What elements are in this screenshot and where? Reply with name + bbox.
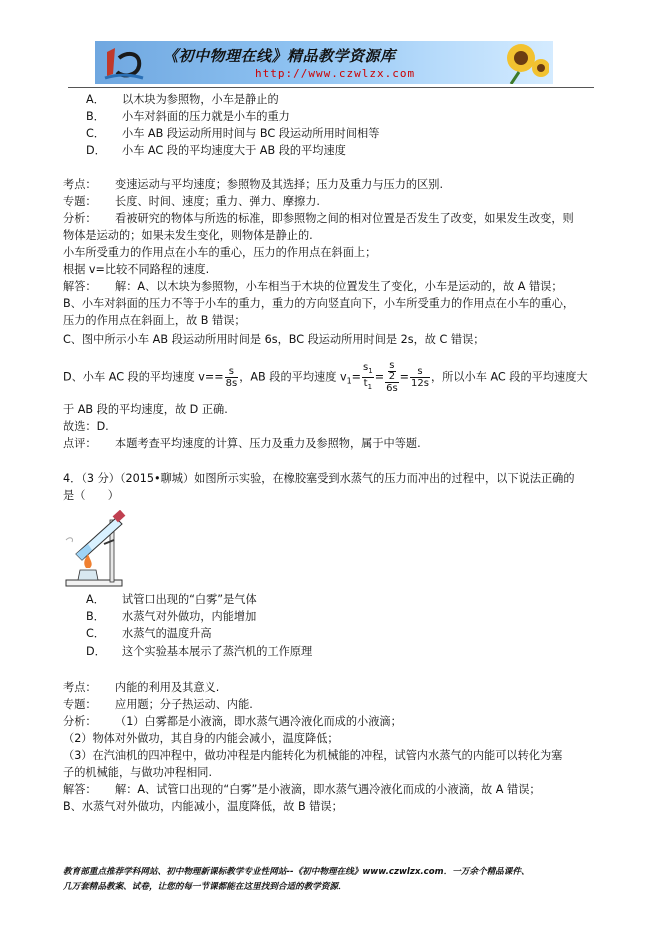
q4-option-c: C． 水蒸气的温度升高 <box>86 627 212 640</box>
q4-jieda-b: B、水蒸气对外做功，内能减小，温度降低，故 B 错误； <box>63 800 343 813</box>
sunflower-icon <box>501 42 549 84</box>
q4-option-d: D． 这个实验基本展示了蒸汽机的工作原理 <box>86 645 313 658</box>
q3-zhuanti: 专题： 长度、时间、速度；重力、弹力、摩擦力. <box>63 195 320 208</box>
q3-fenxi-2: 物体是运动的；如果未发生变化，则物体是静止的. <box>63 229 313 242</box>
q4-fenxi: 分析： （1）白雾都是小液滴，即水蒸气遇冷液化而成的小液滴； <box>63 715 402 728</box>
banner-title: 《初中物理在线》精品教学资源库 <box>163 47 396 65</box>
q3-jieda-b1: B、小车对斜面的压力不等于小车的重力，重力的方向竖直向下，小车所受重力的作用点在小车的重心， <box>63 297 575 310</box>
q3-option-a: A． 以木块为参照物，小车是静止的 <box>86 93 279 106</box>
q3-option-b: B． 小车对斜面的压力就是小车的重力 <box>86 110 290 123</box>
q3-jieda-b2: 压力的作用点在斜面上，故 B 错误； <box>63 314 246 327</box>
logo-icon <box>101 44 145 82</box>
q4-option-b: B． 水蒸气对外做功，内能增加 <box>86 610 257 623</box>
q3-jieda-d2: 于 AB 段的平均速度，故 D 正确. <box>63 403 228 416</box>
fraction-half-s-over-6s: $\frac{\frac{s}{2}}{6s}$ <box>386 360 398 394</box>
test-tube-apparatus-illustration <box>64 510 132 588</box>
footer-line-1: 教育部重点推荐学科网站、初中物理新课标教学专业性网站--《初中物理在线》www.czwlzx.com．一万余个精品课件、 <box>63 867 530 877</box>
header-banner <box>95 41 553 84</box>
q3-option-c: C． 小车 AB 段运动所用时间与 BC 段运动所用时间相等 <box>86 127 380 140</box>
q3-jieda-c: C、图中所示小车 AB 段运动所用时间是 6s，BC 段运动所用时间是 2s，故 C 错误； <box>63 333 485 346</box>
q4-zhuanti: 专题： 应用题；分子热运动、内能. <box>63 698 253 711</box>
q3-answer: 故选：D. <box>63 420 109 433</box>
q3-fenxi-4: 根据 v=比较不同路程的速度. <box>63 263 210 276</box>
q4-fenxi-4: 子的机械能，与做功冲程相同. <box>63 766 212 779</box>
fraction-s1-over-t1: $\frac{s_1}{t_1}$ <box>363 362 373 391</box>
q4-stem-2: 是（ ） <box>63 489 119 502</box>
q3-kaodian: 考点： 变速运动与平均速度；参照物及其选择；压力及重力与压力的区别. <box>63 178 443 191</box>
q3-fenxi-3: 小车所受重力的作用点在小车的重心，压力的作用点在斜面上； <box>63 246 377 259</box>
header-rule <box>68 87 594 88</box>
q3-dianping: 点评： 本题考查平均速度的计算、压力及重力及参照物，属于中等题. <box>63 437 421 450</box>
fraction-s-over-12s: $\frac{s}{12s}$ <box>411 366 429 389</box>
q4-stem: 4．（3 分）（2015•聊城）如图所示实验，在橡胶塞受到水蒸气的压力而冲出的过程中，以下说法正确的 <box>63 472 575 485</box>
q4-option-a: A． 试管口出现的“白雾”是气体 <box>86 593 257 606</box>
q4-kaodian: 考点： 内能的利用及其意义. <box>63 681 220 694</box>
footer-line-2: 几万套精品教案、试卷，让您的每一节课都能在这里找到合适的教学资源． <box>63 882 347 892</box>
q4-fenxi-3: （3）在汽油机的四冲程中，做功冲程是内能转化为机械能的冲程，试管内水蒸气的内能可以转化为塞 <box>63 749 563 762</box>
banner-url: http://www.czwlzx.com <box>255 67 416 80</box>
q3-option-d: D． 小车 AC 段的平均速度大于 AB 段的平均速度 <box>86 144 346 157</box>
q3-jieda-d-formula: D、小车 AC 段的平均速度 v== $\frac{s}{8s}$ ，AB 段的平均速度 $v_1=$ $\frac{s_1}{t_1}$ = $\frac{\frac{s}{2}}{6s}$ = $\frac{s}{12s}$ ，所以小车 AC 段的平均速度大 <box>63 360 588 394</box>
q3-fenxi: 分析： 看被研究的物体与所选的标准，即参照物之间的相对位置是否发生了改变，如果发生改变，则 <box>63 212 574 225</box>
q4-fenxi-2: （2）物体对外做功，其自身的内能会减小，温度降低； <box>63 732 339 745</box>
q4-jieda: 解答： 解：A、试管口出现的“白雾”是小液滴，即水蒸气遇冷液化而成的小液滴，故 A 错误； <box>63 783 541 796</box>
q3-jieda: 解答： 解：A、以木块为参照物，小车相当于木块的位置发生了变化，小车是运动的，故 A 错误； <box>63 280 563 293</box>
fraction-s-over-8s: $\frac{s}{8s}$ <box>225 366 238 389</box>
